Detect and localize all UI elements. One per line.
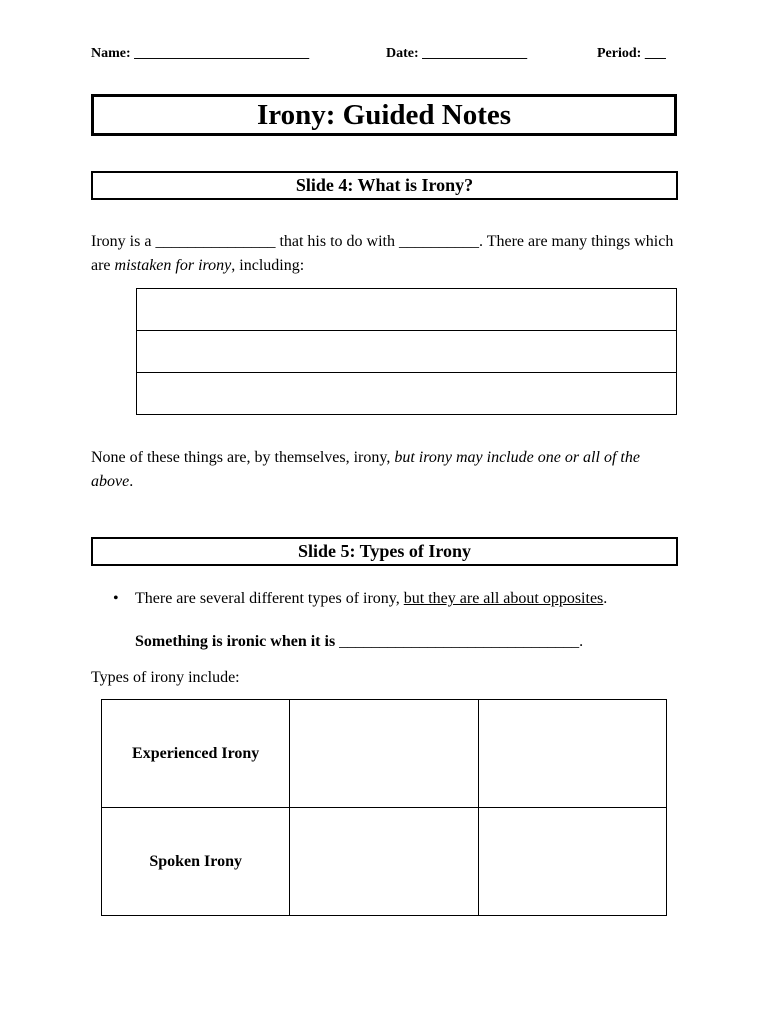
note-italic: but irony may include one or all of the above xyxy=(91,449,640,490)
bullet-text-2: . xyxy=(603,590,608,607)
intro-text-3: . There are many things which are xyxy=(91,233,674,274)
ironic-blank[interactable]: ______________________________ xyxy=(339,633,580,650)
ironic-text: Something is ironic when it is xyxy=(135,633,340,650)
name-field xyxy=(91,46,309,62)
period-label: Period: xyxy=(597,46,642,61)
note-text-1: None of these things are, by themselves, irony, xyxy=(91,449,395,466)
slide4-note xyxy=(91,446,681,493)
intro-text-4: , including: xyxy=(231,256,305,274)
mistaken-cell-3[interactable] xyxy=(137,373,677,415)
bullet-marker: • xyxy=(113,590,119,607)
type-cell[interactable] xyxy=(290,808,478,916)
table-row xyxy=(102,808,667,916)
period-field xyxy=(597,46,666,62)
slide4-heading: Slide 4: What is Irony? xyxy=(91,171,678,200)
type-label-spoken: Spoken Irony xyxy=(102,808,290,916)
type-label-experienced: Experienced Irony xyxy=(102,700,290,808)
mistaken-cell-1[interactable] xyxy=(137,289,677,331)
table-row xyxy=(102,700,667,808)
date-blank[interactable]: _______________ xyxy=(422,46,528,61)
note-text-2: . xyxy=(129,472,134,490)
bullet-text xyxy=(135,590,607,608)
types-intro: Types of irony include: xyxy=(91,669,240,686)
slide5-heading: Slide 5: Types of Irony xyxy=(91,537,678,566)
period-blank[interactable]: ___ xyxy=(644,46,666,61)
ironic-end: . xyxy=(579,633,584,650)
name-blank[interactable]: _________________________ xyxy=(134,46,310,61)
mistaken-for-irony-table xyxy=(136,288,677,415)
ironic-definition xyxy=(135,633,583,651)
intro-italic: mistaken for irony xyxy=(114,256,232,274)
type-cell[interactable] xyxy=(478,808,666,916)
date-field xyxy=(386,46,527,62)
type-cell[interactable] xyxy=(290,700,478,808)
types-of-irony-table xyxy=(101,699,667,916)
page-title: Irony: Guided Notes xyxy=(91,94,677,136)
mistaken-cell-2[interactable] xyxy=(137,331,677,373)
table-row xyxy=(137,373,677,415)
intro-text-2: that his to do with xyxy=(275,233,399,250)
table-row xyxy=(137,289,677,331)
intro-blank-2[interactable]: __________ xyxy=(399,233,479,250)
intro-blank-1[interactable]: _______________ xyxy=(155,233,276,250)
bullet-text-1: There are several different types of irony, xyxy=(135,590,404,607)
name-label: Name: xyxy=(91,46,131,61)
table-row xyxy=(137,331,677,373)
date-label: Date: xyxy=(386,46,419,61)
bullet-underlined: but they are all about opposites xyxy=(403,590,604,607)
intro-text-1: Irony is a xyxy=(91,233,156,250)
type-cell[interactable] xyxy=(478,700,666,808)
slide4-intro xyxy=(91,230,681,277)
